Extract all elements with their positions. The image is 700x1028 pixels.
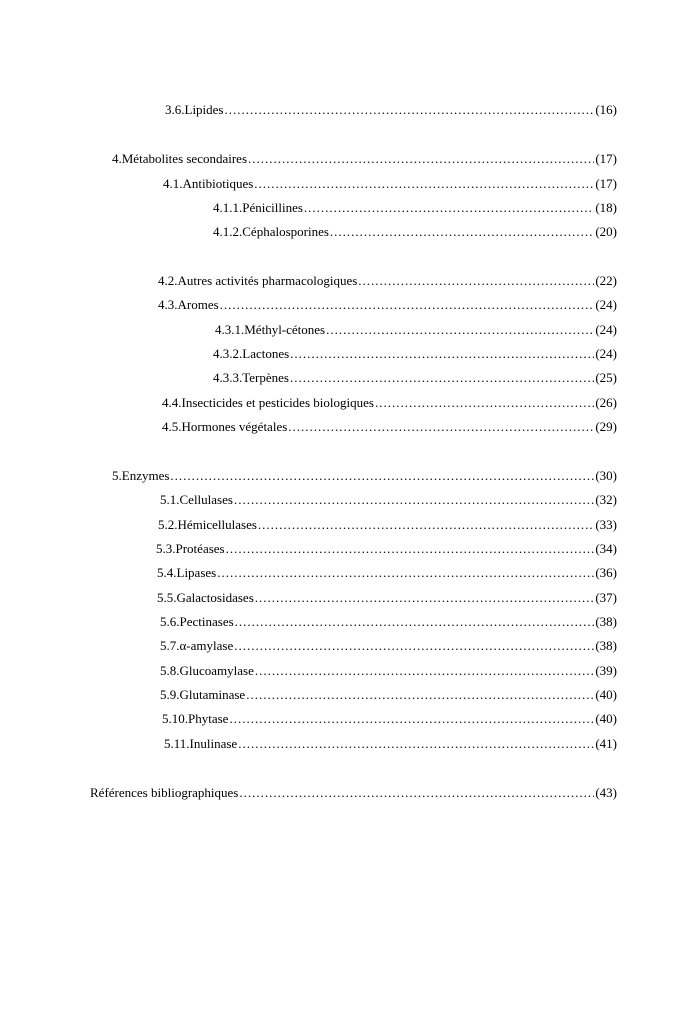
toc-entry-title: Terpènes: [242, 370, 289, 385]
toc-entry-3-6: [165, 101, 617, 119]
toc-leader-dots: [326, 321, 594, 339]
toc-leader-dots: [246, 686, 594, 704]
toc-entry-page: (43): [595, 785, 617, 800]
toc-entry-title: α-amylase: [179, 638, 234, 653]
toc-entry-title: Aromes: [177, 297, 219, 312]
toc-entry-4-1-2: [213, 223, 617, 241]
toc-entry-page: (38): [595, 614, 617, 629]
toc-entry-title: Lactones: [242, 346, 290, 361]
toc-entry-title: Lipases: [176, 565, 217, 580]
toc-entry-5-3: [156, 540, 617, 558]
toc-entry-number: 4.3.3.: [213, 370, 243, 385]
toc-entry-page: (32): [595, 492, 617, 507]
toc-entry-number: 5.4.: [157, 565, 177, 580]
toc-entry-title: Glutaminase: [179, 687, 246, 702]
toc-entry-number: 5.9.: [160, 687, 180, 702]
toc-entry-title: Inulinase: [189, 736, 238, 751]
toc-entry-title: Enzymes: [121, 468, 170, 483]
toc-entry-4-3-3: [213, 369, 617, 387]
toc-entry-number: 5.: [112, 468, 122, 483]
toc-entry-page: (16): [595, 102, 617, 117]
toc-leader-dots: [304, 199, 594, 217]
toc-entry-5-6: [160, 613, 617, 631]
toc-leader-dots: [234, 491, 594, 509]
toc-entry-number: 4.3.1.: [215, 322, 245, 337]
toc-entry-title: Phytase: [188, 711, 229, 726]
toc-entry-page: (29): [595, 419, 617, 434]
toc-entry-4-1: [163, 175, 617, 193]
toc-entry-page: (17): [595, 151, 617, 166]
toc-leader-dots: [238, 735, 594, 753]
toc-entry-number: 4.3.: [158, 297, 178, 312]
toc-entry-page: (20): [595, 224, 617, 239]
toc-entry-5-4: [157, 564, 617, 582]
toc-entry-number: 4.1.2.: [213, 224, 243, 239]
toc-entry-number: 4.1.: [163, 176, 183, 191]
toc-leader-dots: [220, 296, 595, 314]
toc-entry-page: (24): [595, 297, 617, 312]
toc-entry-title: Références bibliographiques: [90, 785, 239, 800]
toc-entry-4-1-1: [213, 199, 617, 217]
toc-entry-4-3-1: [215, 321, 617, 339]
toc-entry-number: 5.6.: [160, 614, 180, 629]
toc-leader-dots: [290, 345, 594, 363]
toc-entry-number: 4.1.1.: [213, 200, 243, 215]
toc-leader-dots: [248, 150, 594, 168]
toc-entry-page: (34): [595, 541, 617, 556]
toc-entry-page: (17): [595, 176, 617, 191]
toc-entry-title: Glucoamylase: [179, 663, 254, 678]
toc-entry-number: 4.3.2.: [213, 346, 243, 361]
toc-entry-title: Antibiotiques: [182, 176, 254, 191]
toc-entry-page: (24): [595, 322, 617, 337]
toc-entry-number: 5.11.: [164, 736, 190, 751]
toc-entry-4-3-2: [213, 345, 617, 363]
toc-leader-dots: [226, 540, 595, 558]
toc-entry-4-2: [158, 272, 617, 290]
toc-leader-dots: [225, 101, 595, 119]
toc-entry-page: (40): [595, 711, 617, 726]
toc-leader-dots: [234, 637, 594, 655]
toc-entry-references: [90, 784, 617, 802]
toc-entry-title: Céphalosporines: [242, 224, 329, 239]
toc-entry-page: (24): [595, 346, 617, 361]
toc-entry-title: Lipides: [184, 102, 224, 117]
toc-entry-number: 4.5.: [162, 419, 182, 434]
toc-leader-dots: [255, 589, 595, 607]
toc-entry-4-3: [158, 296, 617, 314]
toc-entry-page: (39): [595, 663, 617, 678]
toc-entry-5: [112, 467, 617, 485]
toc-entry-title: Pénicillines: [242, 200, 303, 215]
toc-entry-title: Cellulases: [179, 492, 233, 507]
toc-entry-5-11: [164, 735, 617, 753]
toc-entry-4: [112, 150, 617, 168]
toc-entry-number: 4.4.: [162, 395, 182, 410]
toc-entry-5-1: [160, 491, 617, 509]
toc-entry-title: Hémicellulases: [177, 517, 257, 532]
toc-entry-title: Protéases: [175, 541, 225, 556]
toc-leader-dots: [229, 710, 594, 728]
toc-entry-page: (33): [595, 517, 617, 532]
toc-entry-5-8: [160, 662, 617, 680]
toc-entry-number: 5.2.: [158, 517, 178, 532]
toc-entry-number: 5.1.: [160, 492, 180, 507]
toc-entry-4-5: [162, 418, 617, 436]
toc-entry-number: 4.: [112, 151, 122, 166]
toc-entry-5-9: [160, 686, 617, 704]
toc-entry-5-10: [162, 710, 617, 728]
toc-entry-number: 3.6.: [165, 102, 185, 117]
toc-leader-dots: [254, 175, 594, 193]
toc-entry-page: (22): [595, 273, 617, 288]
toc-entry-page: (30): [595, 468, 617, 483]
toc-entry-title: Pectinases: [179, 614, 234, 629]
toc-entry-page: (38): [595, 638, 617, 653]
toc-entry-title: Insecticides et pesticides biologiques: [181, 395, 374, 410]
toc-leader-dots: [217, 564, 594, 582]
toc-entry-number: 5.10.: [162, 711, 188, 726]
toc-entry-page: (37): [595, 590, 617, 605]
toc-leader-dots: [375, 394, 594, 412]
toc-entry-page: (41): [595, 736, 617, 751]
toc-leader-dots: [358, 272, 594, 290]
toc-leader-dots: [239, 784, 594, 802]
toc-leader-dots: [330, 223, 594, 241]
toc-entry-title: Galactosidases: [176, 590, 254, 605]
toc-entry-title: Hormones végétales: [181, 419, 288, 434]
toc-entry-number: 5.3.: [156, 541, 176, 556]
toc-entry-page: (36): [595, 565, 617, 580]
toc-leader-dots: [170, 467, 594, 485]
toc-entry-5-7: [160, 637, 617, 655]
toc-entry-5-5: [157, 589, 617, 607]
toc-entry-number: 5.8.: [160, 663, 180, 678]
toc-entry-5-2: [158, 516, 617, 534]
toc-entry-4-4: [162, 394, 617, 412]
toc-entry-page: (25): [595, 370, 617, 385]
toc-entry-number: 5.5.: [157, 590, 177, 605]
toc-entry-title: Autres activités pharmacologiques: [177, 273, 358, 288]
toc-entry-title: Méthyl-cétones: [244, 322, 326, 337]
toc-entry-title: Métabolites secondaires: [121, 151, 248, 166]
toc-leader-dots: [255, 662, 594, 680]
toc-entry-page: (40): [595, 687, 617, 702]
toc-entry-number: 4.2.: [158, 273, 178, 288]
toc-leader-dots: [235, 613, 595, 631]
toc-leader-dots: [288, 418, 594, 436]
toc-entry-number: 5.7.: [160, 638, 180, 653]
toc-entry-page: (18): [595, 200, 617, 215]
toc-leader-dots: [258, 516, 594, 534]
toc-leader-dots: [290, 369, 594, 387]
toc-entry-page: (26): [595, 395, 617, 410]
